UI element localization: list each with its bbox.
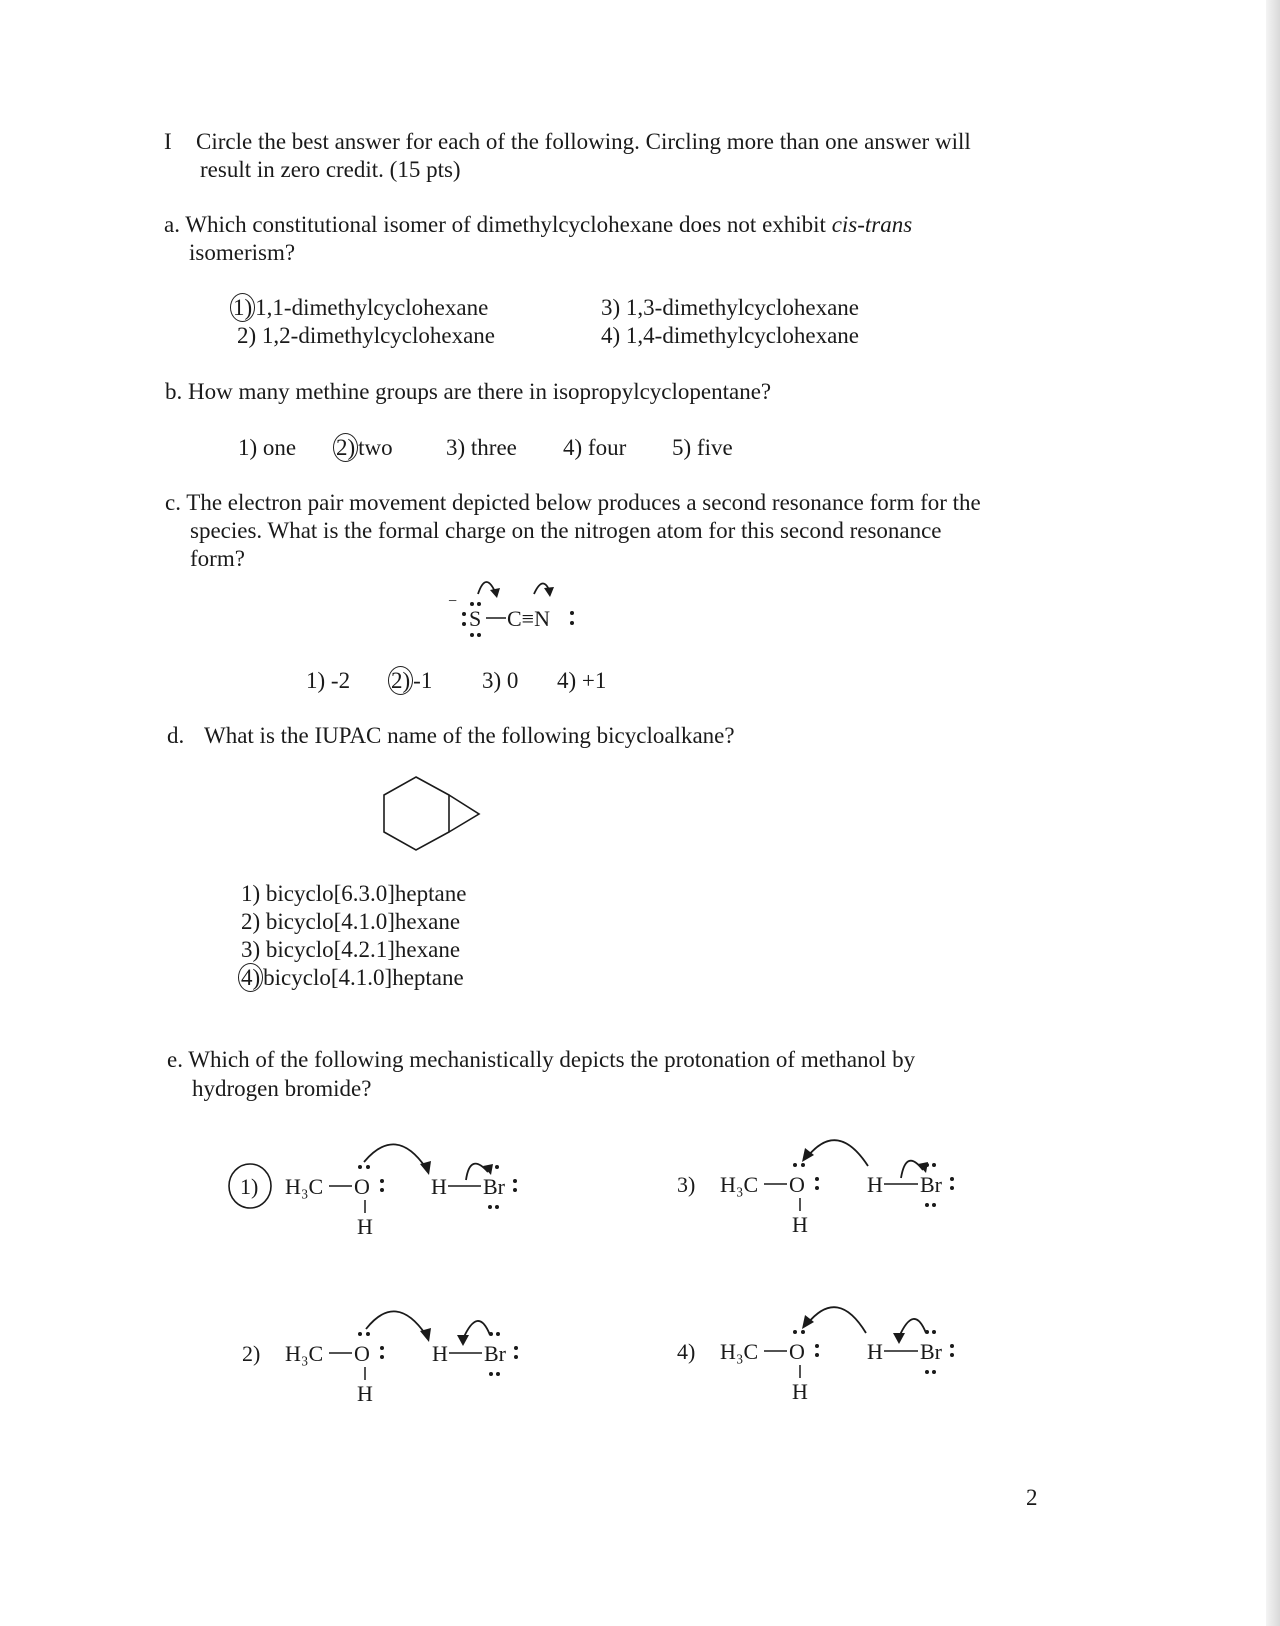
lone-pair-dot	[932, 1203, 936, 1207]
lone-pair-dot	[570, 621, 574, 625]
lone-pair-dot	[815, 1353, 819, 1357]
question-c-line2: species. What is the formal charge on the nitrogen atom for this second resonance	[190, 518, 942, 543]
question-d-option-4	[238, 964, 464, 992]
hydrogen-atom: H	[357, 1214, 373, 1239]
methyl-group: H₃C	[720, 1172, 759, 1197]
thiocyanate-structure	[440, 568, 600, 644]
lone-pair-dot	[462, 622, 466, 626]
answer-circle: 2)	[333, 433, 358, 462]
question-b-option-5: 5) five	[672, 435, 733, 460]
lone-pair-dot	[932, 1330, 936, 1334]
lone-pair-dot	[815, 1177, 819, 1181]
lone-pair-dot	[358, 1332, 362, 1336]
page-number: 2	[1026, 1485, 1038, 1510]
option-text: bicyclo[4.1.0]heptane	[263, 965, 464, 990]
question-e-line2: hydrogen bromide?	[192, 1076, 372, 1101]
question-d-option-1: 1) bicyclo[6.3.0]heptane	[241, 881, 467, 906]
lone-pair-dot	[514, 1346, 518, 1350]
question-a-option-1	[230, 294, 488, 322]
bicycloheptane-structure	[378, 772, 488, 858]
lone-pair-dot	[801, 1163, 805, 1167]
lone-pair-dot	[380, 1179, 384, 1183]
electron-arrow	[808, 1307, 866, 1333]
lone-pair-dot	[470, 633, 474, 637]
lone-pair-dot	[801, 1330, 805, 1334]
option-number: 2)	[242, 1341, 261, 1366]
six-membered-ring	[384, 777, 449, 850]
option-text: -1	[413, 668, 433, 693]
lone-pair-dot	[950, 1186, 954, 1190]
bromine-atom: Br	[920, 1339, 942, 1364]
question-a-option-2: 2) 1,2-dimethylcyclohexane	[237, 323, 496, 348]
arrow-head	[893, 1333, 905, 1344]
oxygen-atom: O	[354, 1174, 370, 1199]
lone-pair-dot	[793, 1163, 797, 1167]
lone-pair-dot	[477, 633, 481, 637]
lone-pair-dot	[513, 1179, 517, 1183]
question-d-label: d.	[167, 723, 185, 748]
question-a-line1	[164, 211, 912, 239]
lone-pair-dot	[380, 1346, 384, 1350]
lone-pair-dot	[495, 1165, 499, 1169]
section-instructions-line2: result in zero credit. (15 pts)	[200, 157, 461, 182]
lone-pair-dot	[570, 611, 574, 615]
bromine-atom: Br	[484, 1341, 506, 1366]
lone-pair-dot	[366, 1165, 370, 1169]
hydrogen-atom: H	[792, 1379, 808, 1404]
scan-edge	[1266, 0, 1280, 1626]
lone-pair-dot	[496, 1332, 500, 1336]
question-a-option-4: 4) 1,4-dimethylcyclohexane	[601, 323, 860, 348]
answer-circle: 1)	[230, 293, 255, 322]
lone-pair-dot	[932, 1370, 936, 1374]
question-c-option-1: 1) -2	[306, 668, 351, 693]
electron-arrow	[364, 1144, 426, 1168]
question-b-option-1: 1) one	[238, 435, 297, 460]
lone-pair-dot	[793, 1330, 797, 1334]
lone-pair-dot	[925, 1370, 929, 1374]
methyl-group: H₃C	[720, 1339, 759, 1364]
hydrogen-atom: H	[792, 1212, 808, 1237]
question-c-option-4: 4) +1	[557, 668, 607, 693]
lone-pair-dot	[380, 1355, 384, 1359]
hydrogen-atom: H	[867, 1172, 883, 1197]
question-c-option-3: 3) 0	[482, 668, 519, 693]
methyl-group: H₃C	[285, 1174, 324, 1199]
lone-pair-dot	[815, 1344, 819, 1348]
question-a-option-3: 3) 1,3-dimethylcyclohexane	[601, 295, 860, 320]
mechanism-option-2	[228, 1297, 538, 1412]
question-c-line1: c. The electron pair movement depicted below produces a second resonance form for the	[165, 490, 981, 515]
bromine-atom: Br	[920, 1172, 942, 1197]
lone-pair-dot	[366, 1332, 370, 1336]
electron-arrow	[366, 1311, 426, 1335]
mechanism-option-1	[228, 1130, 538, 1245]
lone-pair-dot	[514, 1355, 518, 1359]
option-number: 3)	[677, 1172, 696, 1197]
electron-arrow	[808, 1140, 868, 1166]
oxygen-atom: O	[354, 1341, 370, 1366]
question-b-option-2	[333, 434, 393, 462]
arrow-head	[490, 588, 500, 598]
question-a-text: a. Which constitutional isomer of dimethylcyclohexane does not exhibit	[164, 212, 832, 237]
lone-pair-dot	[950, 1177, 954, 1181]
sulfur-atom: S	[469, 606, 482, 631]
section-number: I	[164, 129, 172, 154]
answer-circle: 2)	[388, 666, 413, 695]
lone-pair-dot	[932, 1163, 936, 1167]
question-c-option-2	[388, 667, 432, 695]
lone-pair-dot	[815, 1186, 819, 1190]
question-b-option-4: 4) four	[563, 435, 627, 460]
question-a-italic: cis-trans	[831, 212, 913, 237]
question-b-text: b. How many methine groups are there in isopropylcyclopentane?	[165, 379, 772, 404]
hydrogen-atom: H	[432, 1341, 448, 1366]
lone-pair-dot	[380, 1188, 384, 1192]
mechanism-option-4	[668, 1295, 968, 1410]
oxygen-atom: O	[789, 1172, 805, 1197]
lone-pair-dot	[358, 1165, 362, 1169]
negative-charge: −	[448, 593, 458, 610]
question-d-option-3: 3) bicyclo[4.2.1]hexane	[241, 937, 461, 962]
hydrogen-atom: H	[431, 1174, 447, 1199]
option-text: 1,1-dimethylcyclohexane	[255, 295, 489, 320]
mechanism-option-3	[668, 1128, 968, 1243]
arrow-head	[457, 1335, 469, 1346]
lone-pair-dot	[495, 1205, 499, 1209]
lone-pair-dot	[513, 1188, 517, 1192]
hydrogen-atom: H	[357, 1381, 373, 1406]
option-text: two	[358, 435, 393, 460]
question-b-option-3: 3) three	[446, 435, 517, 460]
lone-pair-dot	[488, 1205, 492, 1209]
question-e-line1: e. Which of the following mechanistically depicts the protonation of methanol by	[167, 1047, 916, 1072]
option-number: 4)	[677, 1339, 696, 1364]
arrow-head	[544, 587, 554, 597]
option-number: 1)	[240, 1174, 259, 1199]
methyl-group: H₃C	[285, 1341, 324, 1366]
question-d-option-2: 2) bicyclo[4.1.0]hexane	[241, 909, 461, 934]
question-a-line2: isomerism?	[189, 240, 296, 265]
cyanide-group: C≡N	[507, 606, 550, 631]
lone-pair-dot	[950, 1344, 954, 1348]
oxygen-atom: O	[789, 1339, 805, 1364]
lone-pair-dot	[925, 1203, 929, 1207]
section-instructions-line1: Circle the best answer for each of the following. Circling more than one answer will	[196, 129, 971, 154]
lone-pair-dot	[496, 1372, 500, 1376]
lone-pair-dot	[489, 1372, 493, 1376]
lone-pair-dot	[950, 1353, 954, 1357]
hydrogen-atom: H	[867, 1339, 883, 1364]
cyclopropane-ring	[449, 795, 479, 832]
lone-pair-dot	[462, 612, 466, 616]
answer-circle: 4)	[238, 963, 263, 992]
bromine-atom: Br	[483, 1174, 505, 1199]
question-c-line3: form?	[190, 546, 245, 571]
question-d-text: What is the IUPAC name of the following bicycloalkane?	[204, 723, 735, 748]
